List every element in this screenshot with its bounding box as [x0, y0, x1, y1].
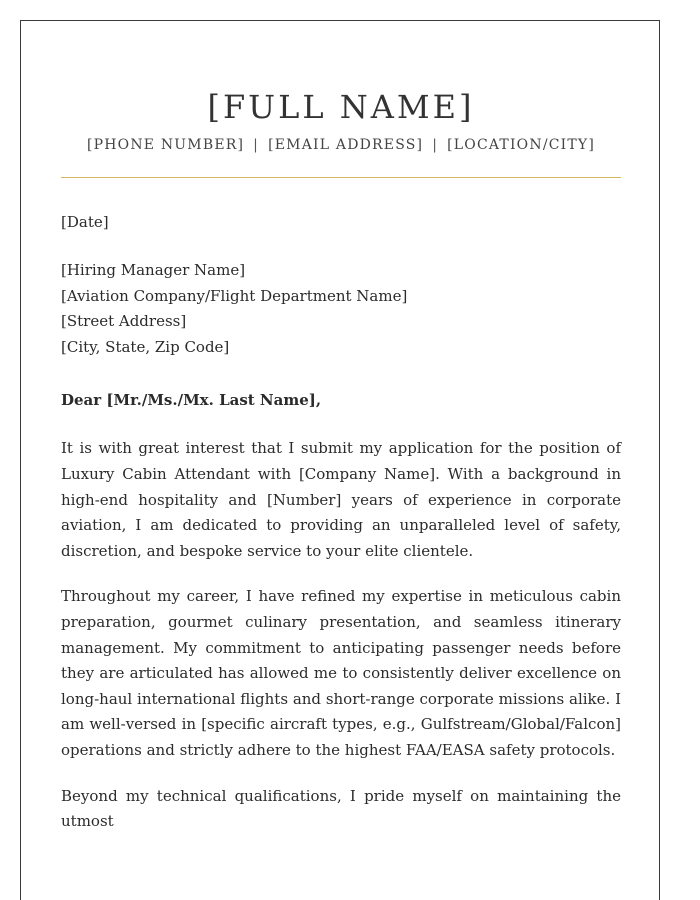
body-paragraph: Throughout my career, I have refined my expertise in meticulous cabin preparation, gourmet culinary presentation, and seamless itinerary management. My commitment to anticipating passenger needs before they are articulated has allowed me to consistently deliver excellence on long-haul international flights and short-range corporate missions alike. I am well-versed in [specific aircraft types, e.g., Gulfstream/Global/Falcon] operations and strictly adhere to the highest FAA/EASA safety protocols. [61, 587, 621, 759]
location-city: [LOCATION/CITY] [447, 137, 596, 153]
email-address: [EMAIL ADDRESS] [268, 137, 424, 153]
recipient-address [61, 258, 621, 360]
header-divider [61, 177, 621, 178]
recipient-manager: [Hiring Manager Name] [61, 261, 246, 279]
letter-header [61, 21, 621, 178]
body-paragraph: Beyond my technical qualifications, I pride myself on maintaining the utmost [61, 786, 621, 831]
letter-content [61, 21, 621, 850]
body-paragraph: It is with great interest that I submit my application for the position of Luxury Cabin Attendant with [Company Name]. With a background in high-end hospitality and [Number] years of experience in corporate aviation, I am dedicated to providing an unparalleled level of safety, discretion, and bespoke service to your elite clientele. [61, 439, 621, 560]
letter-date: [Date] [61, 213, 109, 231]
letter-page [20, 20, 660, 900]
contact-separator: | [432, 137, 439, 153]
full-name-heading: [FULL NAME] [207, 88, 475, 126]
recipient-company: [Aviation Company/Flight Department Name] [61, 286, 408, 305]
salutation: Dear [Mr./Ms./Mx. Last Name], [61, 391, 322, 410]
contact-separator: | [253, 137, 260, 153]
contact-line [61, 135, 621, 155]
recipient-city: [City, State, Zip Code] [61, 337, 230, 356]
recipient-street: [Street Address] [61, 312, 187, 331]
phone-number: [PHONE NUMBER] [86, 137, 245, 153]
